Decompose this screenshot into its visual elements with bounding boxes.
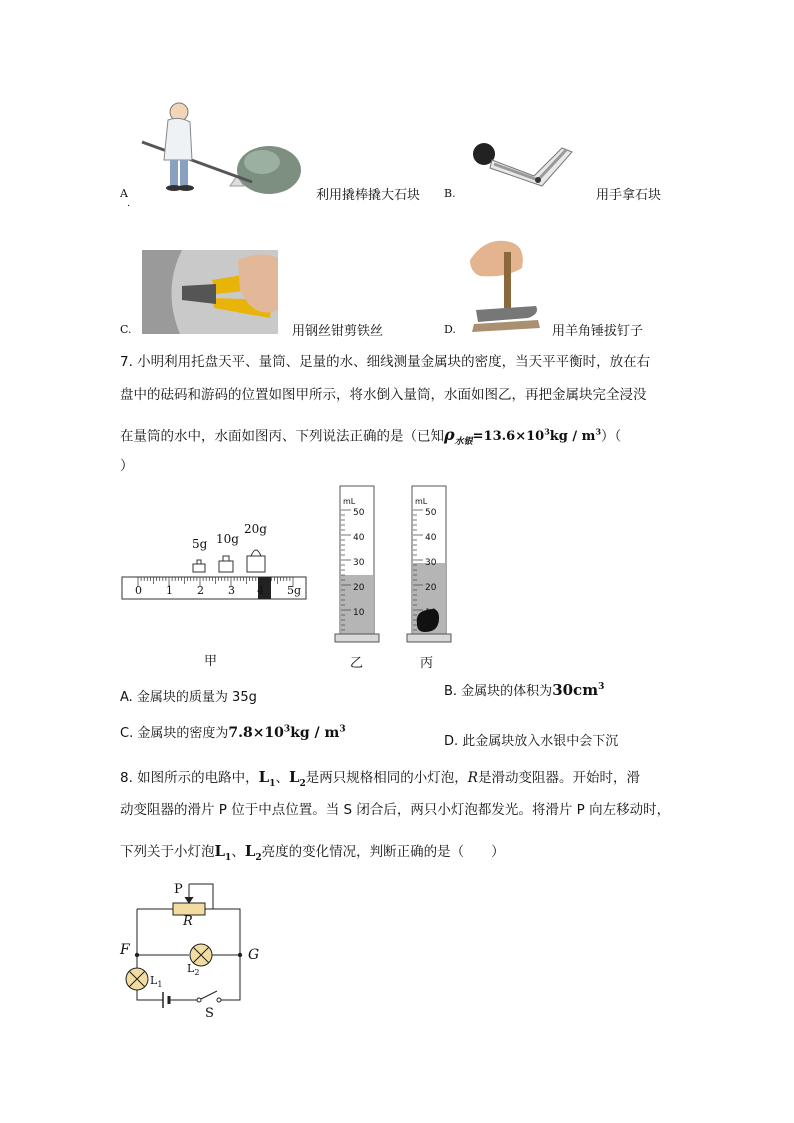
q7-line-2: 盘中的砝码和游码的位置如图甲所示，将水倒入量筒，水面如图乙，再把金属块完全浸没 [120,387,647,403]
figure-label-yi: 乙 [350,656,364,671]
option-d-image [466,232,544,334]
q8-line-1: 8. 如图所示的电路中，$L_1$、$L_2$是两只规格相同的小灯泡，R是滑动变阻器。开始时，滑 [120,768,640,789]
figure-label-jia: 甲 [204,654,218,669]
scale-label-4: 4 [257,584,264,597]
q7-line-4: ） [120,458,134,474]
scale-label-3: 3 [228,584,235,597]
option-a-dot: . [127,198,131,209]
figure-label-bing: 丙 [420,656,434,671]
circuit-label-g: G [248,947,260,963]
option-d-caption: 用羊角锤拔钉子 [552,324,644,339]
q7-option-d: D. 此金属块放入水银中会下沉 [444,734,619,749]
circuit-label-r: R [183,914,193,929]
q7-line-3-end: ）（ [601,428,622,445]
scale-label-2: 2 [197,584,204,597]
option-c-caption: 用钢丝钳剪铁丝 [292,324,384,339]
circuit-label-f: F [120,942,130,958]
cyl-bing-tick-20: 20 [425,583,437,593]
circuit-label-p: P [174,882,183,897]
option-d-letter: D. [444,323,456,336]
cyl-bing-tick-30: 30 [425,558,437,568]
q8-line-2: 动变阻器的滑片 P 位于中点位置。当 S 闭合后，两只小灯泡都发光。将滑片 P 向左移动时， [120,802,671,818]
q7-line-1: 7. 小明利用托盘天平、量筒、足量的水、细线测量金属块的密度，当天平平衡时，放在右 [120,354,651,370]
option-b-caption: 用手拿石块 [596,188,662,203]
q7-line-3-text: 在量筒的水中，水面如图丙、下列说法正确的是（已知 [120,428,444,445]
circuit-label-s: S [205,1006,214,1021]
q7-option-a: A. 金属块的质量为 35g [120,690,257,705]
weight-label-10g: 10g [216,532,239,546]
q7-option-b: B. 金属块的体积为$30cm^3$ [444,681,605,699]
q8-line-3: 下列关于小灯泡$L_1$、$L_2$亮度的变化情况，判断正确的是（ ） [120,842,505,863]
hammer-photo [466,232,544,334]
option-c-image [142,250,278,334]
cyl-yi-tick-30: 30 [353,558,365,568]
option-a-letter: A [120,187,128,200]
option-b-image [464,138,584,196]
scale-label-5g: 5g [287,584,302,597]
figure-jia [120,520,310,606]
density-formula: $=13.6\times 10^3kg / m^3$ [472,427,602,445]
weight-label-20g: 20g [244,522,267,536]
cyl-yi-tick-10: 10 [353,608,365,618]
lever-illustration [134,98,304,196]
pliers-photo [142,250,278,334]
weight-label-5g: 5g [192,537,208,551]
option-c-letter: C. [120,323,132,336]
scale-label-0: 0 [135,584,142,597]
scale-label-1: 1 [166,584,173,597]
circuit-label-l2: $L_2$ [187,962,200,978]
cyl-bing-tick-50: 50 [425,508,437,518]
arm-illustration [464,138,584,196]
cyl-bing-tick-40: 40 [425,533,437,543]
cyl-bing-tick-10: 10 [425,608,437,618]
q7-option-c: C. 金属块的密度为$7.8\times 10^3kg / m^3$ [120,724,346,741]
cylinder-bing-unit: mL [415,497,428,506]
option-b-letter: B. [444,187,456,200]
cyl-yi-tick-50: 50 [353,508,365,518]
option-a-caption: 利用撬棒撬大石块 [316,188,421,203]
circuit-label-l1: $L_1$ [150,974,163,990]
option-a-image [134,98,304,196]
rho-symbol: $\rho_{水银}$ [444,425,473,448]
cyl-yi-tick-20: 20 [353,583,365,593]
cylinder-yi-unit: mL [343,497,356,506]
q7-line-3 [120,420,621,455]
cyl-yi-tick-40: 40 [353,533,365,543]
balance-scale-figure [120,520,310,606]
